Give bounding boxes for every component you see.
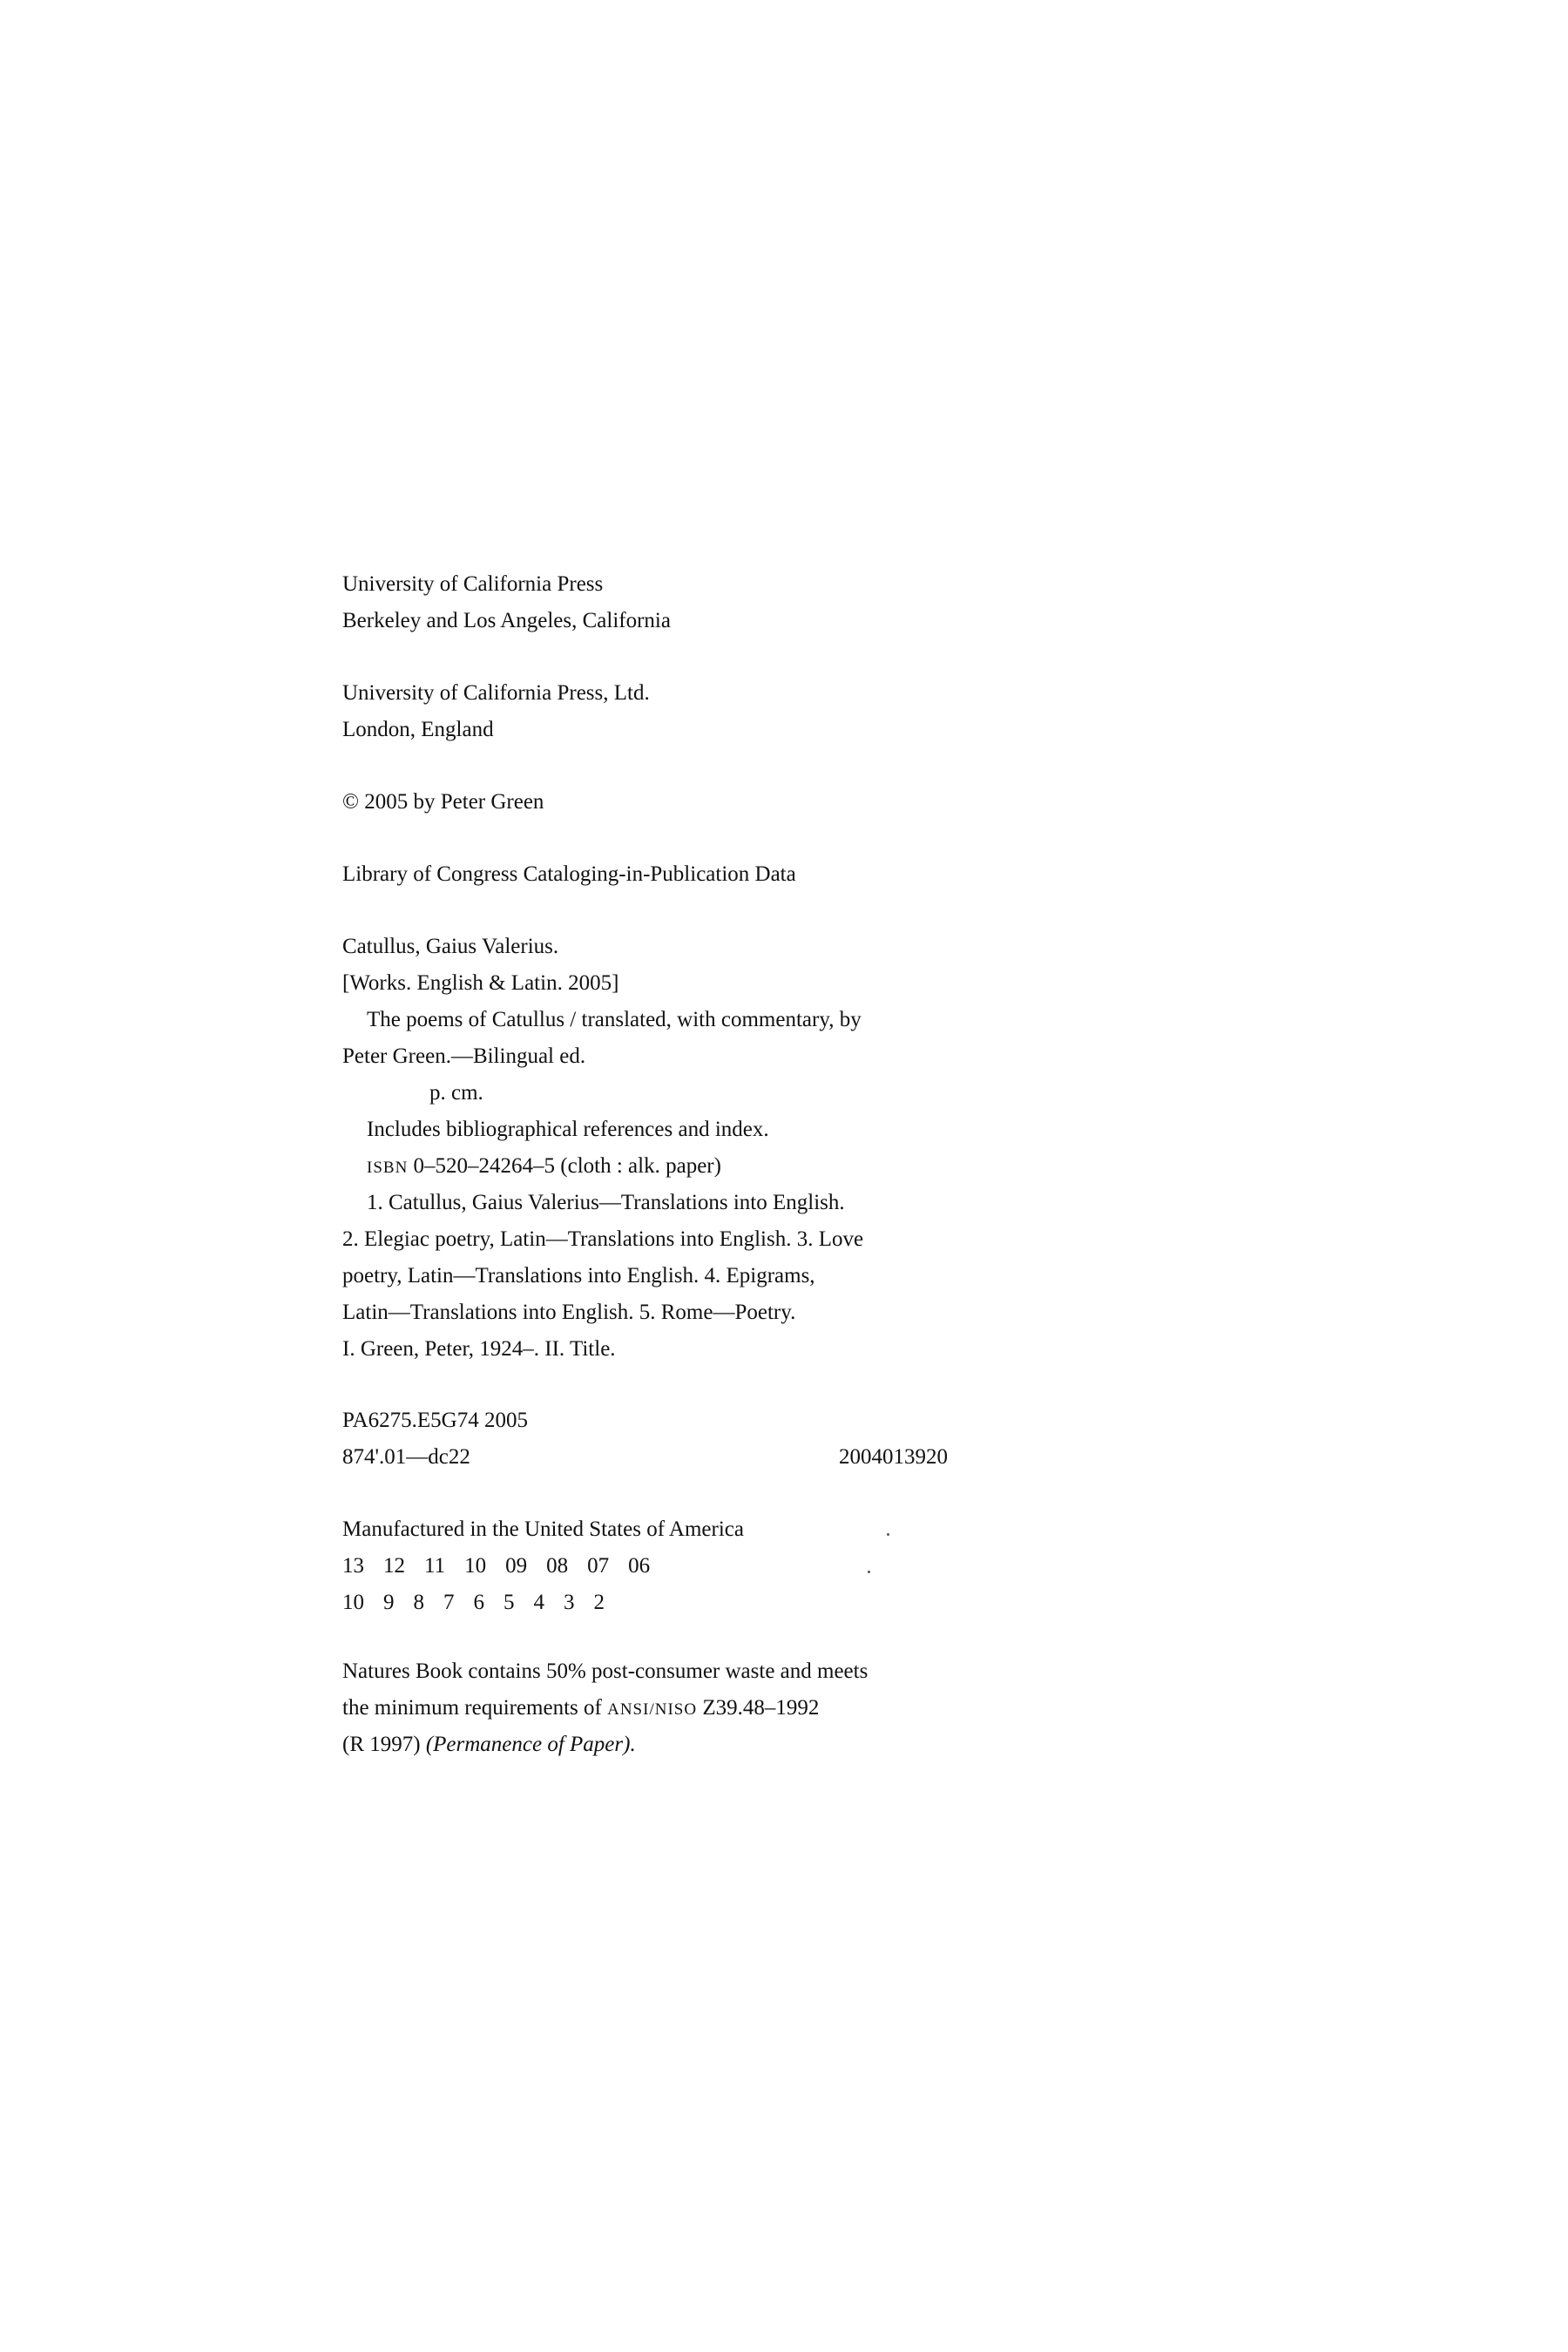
printing-number: 3 xyxy=(564,1591,575,1614)
year-number: 08 xyxy=(546,1554,569,1578)
dewey-row xyxy=(342,1439,952,1476)
printing-number: 10 xyxy=(342,1591,364,1614)
publisher-line-1: University of California Press xyxy=(342,572,604,596)
cip-subject-line: I. Green, Peter, 1924–. II. Title. xyxy=(342,1337,616,1361)
printing-number: 2 xyxy=(593,1591,605,1614)
paper-line-1: Natures Book contains 50% post-consumer waste and meets xyxy=(342,1659,868,1683)
publisher-line-2: Berkeley and Los Angeles, California xyxy=(342,609,671,632)
printing-number: 5 xyxy=(504,1591,515,1614)
scan-speck xyxy=(887,1533,889,1536)
year-number: 09 xyxy=(505,1554,528,1578)
cip-subject-line: 1. Catullus, Gaius Valerius—Translations into English. xyxy=(367,1191,845,1214)
lc-class: PA6275.E5G74 2005 xyxy=(342,1409,528,1432)
publisher-line-4: London, England xyxy=(342,718,494,741)
cip-author: Catullus, Gaius Valerius. xyxy=(342,935,559,958)
cip-title-line-2: Peter Green.—Bilingual ed. xyxy=(342,1044,586,1068)
manufacture-line: Manufactured in the United States of America xyxy=(342,1517,744,1541)
cip-subject-line: poetry, Latin—Translations into English. 4. Epigrams, xyxy=(342,1264,815,1288)
cip-uniform-title: [Works. English & Latin. 2005] xyxy=(342,971,619,995)
cip-heading-block xyxy=(342,856,952,893)
cip-pcm: p. cm. xyxy=(429,1081,483,1105)
paper-line-2 xyxy=(342,1690,952,1727)
printing-number: 4 xyxy=(533,1591,544,1614)
dewey-number: 874'.01—dc22 xyxy=(342,1445,470,1469)
permanence-of-paper: (Permanence of Paper). xyxy=(425,1733,636,1756)
paper-line-3-pre: (R 1997) xyxy=(342,1733,426,1756)
isbn-label: ISBN xyxy=(367,1159,409,1177)
year-number: 10 xyxy=(464,1554,487,1578)
year-number: 12 xyxy=(383,1554,405,1578)
cip-title-line-1: The poems of Catullus / translated, with commentary, by xyxy=(367,1008,862,1031)
paper-notice-block xyxy=(342,1653,952,1763)
publisher-block xyxy=(342,566,952,639)
paper-line-2-post: Z39.48–1992 xyxy=(697,1696,820,1720)
printing-numbers xyxy=(342,1585,952,1621)
paper-line-3 xyxy=(342,1727,952,1763)
copyright-block xyxy=(342,784,952,821)
cip-subject-line: Latin—Translations into English. 5. Rome—Poetry. xyxy=(342,1301,796,1324)
paper-line-2-pre: the minimum requirements of xyxy=(342,1696,608,1720)
publisher-line-3: University of California Press, Ltd. xyxy=(342,681,650,705)
publisher-uk-block xyxy=(342,675,952,748)
isbn-value: 0–520–24264–5 (cloth : alk. paper) xyxy=(413,1154,721,1178)
cip-record xyxy=(342,929,952,1368)
year-number: 11 xyxy=(424,1554,446,1578)
printing-number: 8 xyxy=(413,1591,424,1614)
cip-isbn xyxy=(342,1148,952,1185)
printing-number: 6 xyxy=(473,1591,484,1614)
classification-block xyxy=(342,1402,952,1476)
printing-number: 9 xyxy=(383,1591,395,1614)
year-number: 06 xyxy=(628,1554,651,1578)
cip-subject-line: 2. Elegiac poetry, Latin—Translations into English. 3. Love xyxy=(342,1227,864,1251)
cip-includes: Includes bibliographical references and index. xyxy=(367,1118,769,1141)
cip-heading: Library of Congress Cataloging-in-Publication Data xyxy=(342,862,796,886)
copyright-notice: © 2005 by Peter Green xyxy=(342,790,544,814)
lccn: 2004013920 xyxy=(839,1445,948,1469)
print-years xyxy=(342,1548,952,1585)
manufacture-block xyxy=(342,1511,952,1621)
ansi-niso-standard: ANSI/NISO xyxy=(607,1700,698,1719)
scan-speck xyxy=(868,1571,870,1573)
year-number: 07 xyxy=(587,1554,610,1578)
year-number: 13 xyxy=(342,1554,364,1578)
printing-number: 7 xyxy=(443,1591,455,1614)
